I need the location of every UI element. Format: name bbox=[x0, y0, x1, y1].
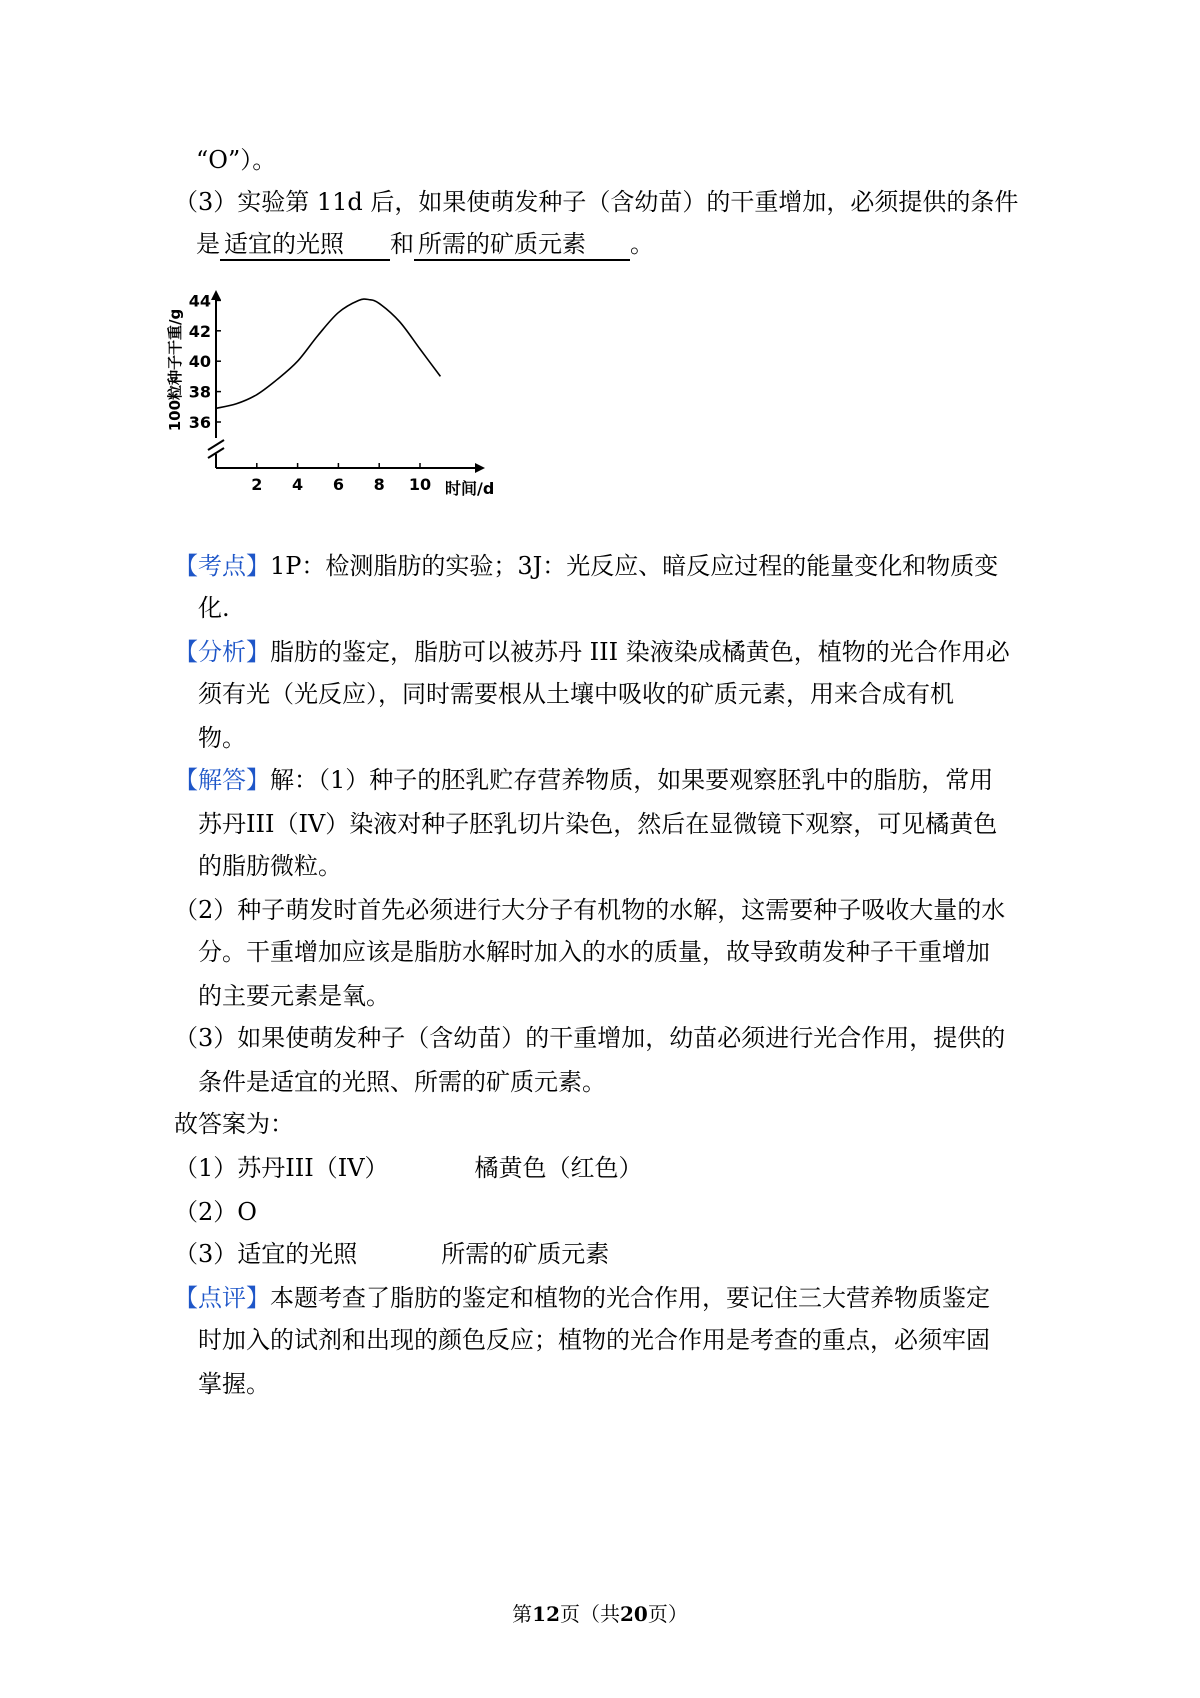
y-axis-label: 100粒种子干重/g bbox=[166, 308, 184, 432]
dianping-line-2 bbox=[0, 1322, 1200, 1358]
y-tick-label: 42 bbox=[188, 321, 211, 341]
text-fragment: （3）如果使萌发种子（含幼苗）的干重增加，幼苗必须进行光合作用，提供的 bbox=[174, 1024, 1006, 1052]
total-pages: 20 bbox=[620, 1602, 648, 1626]
jieda-line-1 bbox=[0, 762, 1200, 798]
answer-2 bbox=[0, 1194, 1200, 1230]
part-2-line-2 bbox=[0, 934, 1200, 970]
text-fragment: 所需的矿质元素 bbox=[441, 1240, 610, 1268]
blank-text: 适宜的光照 bbox=[224, 230, 344, 258]
text-fragment: （3）实验第 11d 后，如果使萌发种子（含幼苗）的干重增加，必须提供的条件 bbox=[174, 188, 1019, 216]
answer-3 bbox=[0, 1236, 1200, 1272]
part-2-line-3 bbox=[0, 978, 1200, 1014]
text-fragment: （2）种子萌发时首先必须进行大分子有机物的水解，这需要种子吸收大量的水 bbox=[174, 896, 1006, 924]
answer-intro bbox=[0, 1106, 1200, 1142]
part-3-line-1 bbox=[0, 1020, 1200, 1056]
footer-text: 第 bbox=[512, 1602, 533, 1626]
x-tick-label: 4 bbox=[292, 475, 304, 494]
fenxi-line-1 bbox=[0, 634, 1200, 670]
y-axis-arrow bbox=[211, 290, 221, 300]
text-fragment: 本题考查了脂肪的鉴定和植物的光合作用，要记住三大营养物质鉴定 bbox=[270, 1284, 990, 1312]
section-tag-jieda: 【解答】 bbox=[174, 766, 270, 794]
text-fragment: 橘黄色（红色） bbox=[474, 1154, 643, 1182]
text-fragment: 苏丹III（IV）染液对种子胚乳切片染色，然后在显微镜下观察，可见橘黄色 bbox=[198, 810, 998, 838]
chart-series bbox=[216, 299, 440, 408]
text-fragment: 的主要元素是氧。 bbox=[198, 982, 390, 1010]
question-3-blanks-line bbox=[0, 226, 1200, 262]
dianping-line-3 bbox=[0, 1366, 1200, 1402]
text-fragment: 条件是适宜的光照、所需的矿质元素。 bbox=[198, 1068, 606, 1096]
page-footer bbox=[0, 1600, 1200, 1628]
text-fragment: 解：（1）种子的胚乳贮存营养物质，如果要观察胚乳中的脂肪，常用 bbox=[270, 766, 994, 794]
x-tick-label: 8 bbox=[373, 475, 385, 494]
text-fragment: 1P：检测脂肪的实验；3J：光反应、暗反应过程的能量变化和物质变 bbox=[270, 552, 999, 580]
text-fragment: “O”）。 bbox=[196, 146, 277, 174]
text-fragment: 故答案为： bbox=[174, 1110, 294, 1138]
text-fragment: 是 bbox=[196, 230, 220, 258]
dry-weight-line-chart bbox=[160, 290, 540, 520]
text-fragment: 和 bbox=[390, 230, 414, 258]
answer-blank-2 bbox=[414, 229, 630, 261]
dry-weight-series-line bbox=[216, 299, 440, 408]
x-axis-arrow bbox=[475, 463, 485, 473]
text-fragment: 化. bbox=[198, 594, 230, 622]
text-fragment: 分。干重增加应该是脂肪水解时加入的水的质量，故导致萌发种子干重增加 bbox=[198, 938, 990, 966]
page-number: 12 bbox=[532, 1602, 560, 1626]
text-fragment: 的脂肪微粒。 bbox=[198, 852, 342, 880]
y-tick-label: 36 bbox=[188, 413, 211, 432]
part-3-line-2 bbox=[0, 1064, 1200, 1100]
footer-text: 页（共 bbox=[560, 1602, 620, 1626]
text-line bbox=[0, 142, 1200, 178]
text-fragment: 脂肪的鉴定，脂肪可以被苏丹 III 染液染成橘黄色，植物的光合作用必 bbox=[270, 638, 1010, 666]
y-tick-label: 40 bbox=[188, 352, 211, 372]
x-tick-label: 10 bbox=[408, 475, 432, 494]
text-fragment: 掌握。 bbox=[198, 1370, 270, 1398]
text-fragment: 物。 bbox=[198, 724, 246, 752]
jieda-line-2 bbox=[0, 806, 1200, 842]
text-fragment: （1）苏丹III（IV） bbox=[174, 1154, 389, 1182]
text-fragment: 时加入的试剂和出现的颜色反应；植物的光合作用是考查的重点，必须牢固 bbox=[198, 1326, 990, 1354]
answer-1 bbox=[0, 1150, 1200, 1186]
blank-text: 所需的矿质元素 bbox=[418, 230, 586, 258]
fenxi-line-3 bbox=[0, 720, 1200, 756]
x-tick-label: 2 bbox=[251, 475, 263, 494]
chart-axes bbox=[208, 290, 485, 473]
footer-text: 页） bbox=[647, 1602, 688, 1626]
jieda-line-3 bbox=[0, 848, 1200, 884]
section-tag-dianping: 【点评】 bbox=[174, 1284, 270, 1312]
text-fragment: （2）O bbox=[174, 1198, 257, 1226]
answer-blank-1 bbox=[220, 229, 390, 261]
x-axis-label: 时间/d bbox=[445, 479, 495, 498]
kaodian-line-2 bbox=[0, 590, 1200, 626]
text-fragment: 。 bbox=[630, 230, 654, 258]
y-tick-label: 38 bbox=[188, 382, 211, 402]
y-tick-label: 44 bbox=[188, 291, 211, 311]
x-tick-label: 6 bbox=[332, 475, 344, 494]
section-tag-fenxi: 【分析】 bbox=[174, 638, 270, 666]
chart-ticks bbox=[189, 291, 431, 494]
kaodian-line-1 bbox=[0, 548, 1200, 584]
question-3-line bbox=[0, 184, 1200, 220]
part-2-line-1 bbox=[0, 892, 1200, 928]
section-tag-kaodian: 【考点】 bbox=[174, 552, 270, 580]
fenxi-line-2 bbox=[0, 676, 1200, 712]
dianping-line-1 bbox=[0, 1280, 1200, 1316]
text-fragment: （3）适宜的光照 bbox=[174, 1240, 358, 1268]
text-fragment: 须有光（光反应），同时需要根从土壤中吸收的矿质元素，用来合成有机 bbox=[198, 680, 954, 708]
